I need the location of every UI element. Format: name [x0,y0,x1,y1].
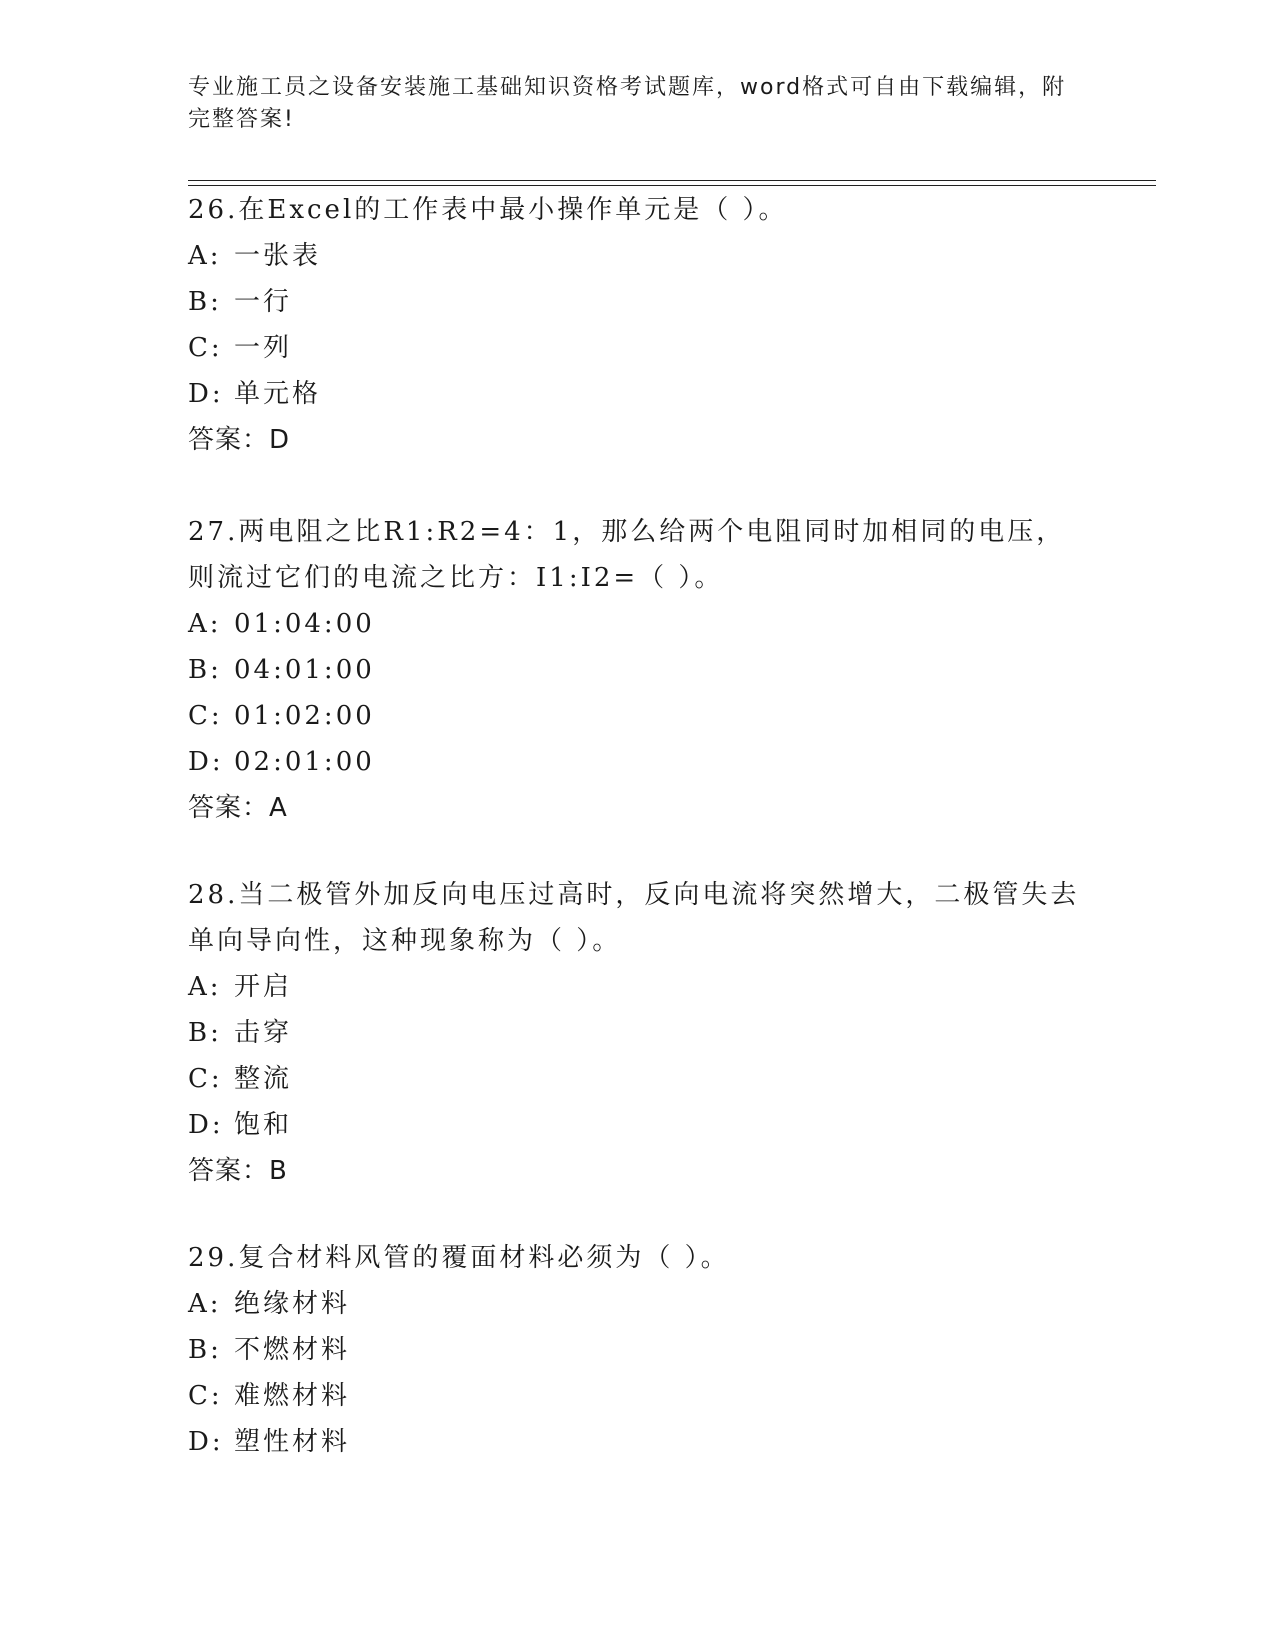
option-d [188,1102,1088,1148]
answer-line: 答案：B [188,1156,288,1186]
answer-line: 答案：A [188,793,288,823]
option-text: 不燃材料 [234,1335,351,1365]
option-key: C: [188,1381,223,1411]
option-c [188,1373,1088,1419]
option-key: A: [188,1289,222,1319]
option-key: D: [188,1427,224,1457]
option-key: B: [188,1018,222,1048]
option-d [188,739,1088,785]
option-b [188,279,1088,325]
option-text: 塑性材料 [234,1427,351,1457]
option-key: D: [188,379,224,409]
option-text: 难燃材料 [234,1381,351,1411]
option-text: 04:01:00 [234,655,375,685]
option-key: B: [188,655,222,685]
question-stem: 29.复合材料风管的覆面材料必须为（ ）。 [188,1243,730,1273]
option-key: B: [188,1335,222,1365]
option-c [188,1056,1088,1102]
question-stem: 27.两电阻之比R1:R2=4：1，那么给两个电阻同时加相同的电压，则流过它们的电流之比方：I1:I2=（ ）。 [188,517,1066,593]
option-text: 绝缘材料 [234,1289,351,1319]
option-text: 一张表 [234,241,322,271]
option-text: 整流 [234,1064,293,1094]
option-key: C: [188,701,223,731]
option-b [188,1010,1088,1056]
option-text: 饱和 [234,1110,293,1140]
option-key: A: [188,609,222,639]
option-a [188,1281,1088,1327]
option-text: 一行 [234,287,293,317]
option-text: 02:01:00 [234,747,375,777]
question-28 [188,872,1088,1194]
option-d [188,1419,1088,1465]
option-d [188,371,1088,417]
question-stem: 28.当二极管外加反向电压过高时，反向电流将突然增大，二极管失去单向导向性，这种现象称为（ ）。 [188,880,1080,956]
option-key: A: [188,972,222,1002]
option-c [188,693,1088,739]
option-c [188,325,1088,371]
option-key: C: [188,1064,223,1094]
option-text: 01:02:00 [234,701,375,731]
option-key: C: [188,333,223,363]
header-divider-bottom [188,185,1156,186]
document-header: 专业施工员之设备安装施工基础知识资格考试题库，word格式可自由下载编辑，附完整答案! [188,75,1067,132]
option-text: 单元格 [234,379,322,409]
question-stem: 26.在Excel的工作表中最小操作单元是（ ）。 [188,195,788,225]
question-26 [188,187,1088,463]
option-key: D: [188,747,224,777]
option-key: D: [188,1110,224,1140]
option-b [188,647,1088,693]
option-text: 击穿 [234,1018,293,1048]
option-a [188,233,1088,279]
option-a [188,601,1088,647]
option-a [188,964,1088,1010]
option-b [188,1327,1088,1373]
option-key: A: [188,241,222,271]
answer-line: 答案：D [188,425,291,455]
option-text: 01:04:00 [234,609,375,639]
header-divider-top [188,180,1156,181]
option-key: B: [188,287,222,317]
question-27 [188,509,1088,831]
question-29 [188,1235,1088,1465]
option-text: 一列 [234,333,293,363]
option-text: 开启 [234,972,293,1002]
